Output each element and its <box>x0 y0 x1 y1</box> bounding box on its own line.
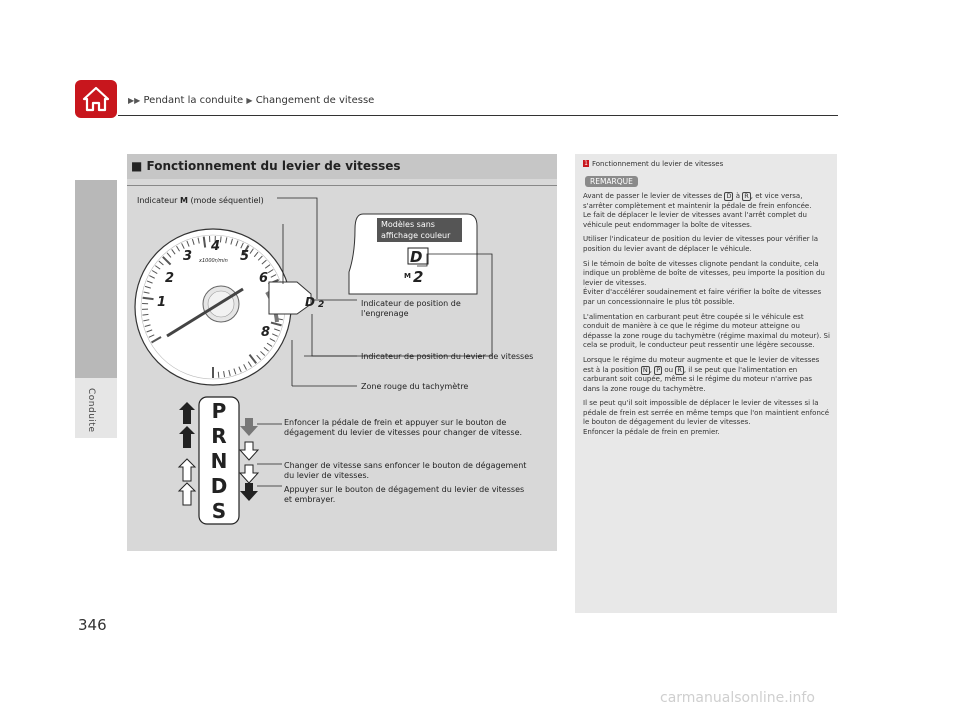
inset-label-line1: Modèles sans <box>381 220 435 229</box>
tachometer-tick <box>220 236 221 242</box>
breadcrumb-item[interactable]: Pendant la conduite <box>143 95 244 106</box>
label-sans-bouton: Changer de vitesse sans enfoncer le bouton de dégagement du levier de vitesses. <box>284 461 527 480</box>
tick-label: 3 <box>183 249 193 264</box>
note-paragraph: Avant de passer le levier de vitesses de D à R , et vice versa, s'arrêter complètement et maintenir la pédale de frein enfoncée. Le fait de déplacer le levier de vitesses avant l'arrêt complet du véhicule peut endommager la boîte de vitesses. <box>583 192 812 229</box>
note-body <box>583 192 831 443</box>
note-paragraph: L'alimentation en carburant peut être coupée si le véhicule est conduit de manière à ce que le régime du moteur atteigne ou dépasse la zone rouge du tachymètre (régime maximal du moteur). Si cela se produit, le conducteur peut ressentir une légère secousse. <box>583 312 830 350</box>
breadcrumb-arrow-icon: ▶▶ <box>128 96 141 105</box>
tick-label: 1 <box>157 295 167 310</box>
label-engrenage: Indicateur de position de l'engrenage <box>361 299 461 318</box>
note-panel <box>575 154 837 613</box>
gear-letter: D <box>305 295 315 309</box>
page-number: 346 <box>78 616 107 634</box>
label-position-levier: Indicateur de position du levier de vitesses <box>361 352 534 361</box>
remarque-badge: REMARQUE <box>585 176 638 187</box>
key-d: D <box>726 192 732 200</box>
breadcrumb-item[interactable]: Changement de vitesse <box>255 95 375 106</box>
note-paragraph: Il se peut qu'il soit impossible de déplacer le levier de vitesses si la pédale de frein est serrée en même temps que l'on maintient enfoncé le bouton de dégagement du levier de vitesses. Enfoncer la pédale de frein en premier. <box>583 399 830 437</box>
inset-label-line2: affichage couleur <box>381 231 451 240</box>
side-tab <box>75 180 117 378</box>
header-divider <box>118 115 838 116</box>
side-tab-active[interactable] <box>75 378 117 438</box>
tick-label: 4 <box>211 239 221 254</box>
shift-gate <box>179 397 282 524</box>
tachometer-tick <box>143 298 154 299</box>
label-embrayer: Appuyer sur le bouton de dégagement du levier de vitesses et embrayer. <box>284 485 525 504</box>
key-r: R <box>677 365 682 374</box>
breadcrumb <box>128 95 374 106</box>
shift-position: P <box>211 399 227 423</box>
tick-label: 6 <box>259 271 269 286</box>
shift-position: D <box>210 474 228 498</box>
section-marker-icon: ■ <box>131 159 143 173</box>
tick-label: 5 <box>240 249 250 264</box>
watermark: carmanualsonline.info <box>660 690 815 706</box>
key-p: P <box>656 365 661 374</box>
note-heading <box>583 160 723 168</box>
note-paragraph: Si le témoin de boîte de vitesses clignote pendant la conduite, cela indique un problème de boîte de vitesses, peu importe la position du levier de vitesses. Éviter d'accélérer soudainement et faire vérifier la boîte de vitesses par un concessionnaire le plus tôt possible. <box>583 259 825 306</box>
label-indicateur-m: Indicateur M (mode séquentiel) <box>137 196 264 205</box>
shift-position: S <box>211 499 227 523</box>
shift-position: R <box>211 424 227 448</box>
tick-label: 8 <box>261 325 271 340</box>
inset-gear-number: 2 <box>413 268 424 286</box>
inset-gear-letter: D <box>410 248 423 266</box>
note-paragraph: Utiliser l'indicateur de position du levier de vitesses pour vérifier la position du levier avant de déplacer le véhicule. <box>583 235 819 253</box>
section-title-text: Fonctionnement du levier de vitesses <box>146 159 401 173</box>
home-button[interactable] <box>75 80 117 118</box>
breadcrumb-arrow-icon: ▶ <box>246 96 253 105</box>
label-frein: Enfoncer la pédale de frein et appuyer sur le bouton de dégagement du levier de vitesses pour changer de vitesse. <box>284 418 523 437</box>
inset-mode-letter: M <box>404 272 411 280</box>
label-zone-rouge: Zone rouge du tachymètre <box>361 382 469 391</box>
note-heading-text: Fonctionnement du levier de vitesses <box>592 160 724 168</box>
shift-position: N <box>210 449 228 473</box>
key-n: N <box>642 365 648 374</box>
tachometer-tick <box>142 314 148 315</box>
key-r: R <box>744 192 749 200</box>
tachometer <box>135 229 291 385</box>
side-tab-label: Conduite <box>86 388 96 433</box>
note-paragraph: Lorsque le régime du moteur augmente et que le levier de vitesses est à la position N , P ou R , il se peut que l'alimentation en carburant soit coupée, même si le régime du moteur n'arrive pas dans la zone rouge du tachymètre. <box>583 355 820 393</box>
tick-label: 2 <box>165 271 175 286</box>
tachometer-tick <box>204 237 205 248</box>
tachometer-unit: x1000r/min <box>199 258 228 264</box>
home-icon <box>81 85 111 113</box>
diagram-panel <box>127 154 557 551</box>
note-ref-icon: 1 <box>584 160 588 167</box>
gear-number: 2 <box>318 300 325 310</box>
